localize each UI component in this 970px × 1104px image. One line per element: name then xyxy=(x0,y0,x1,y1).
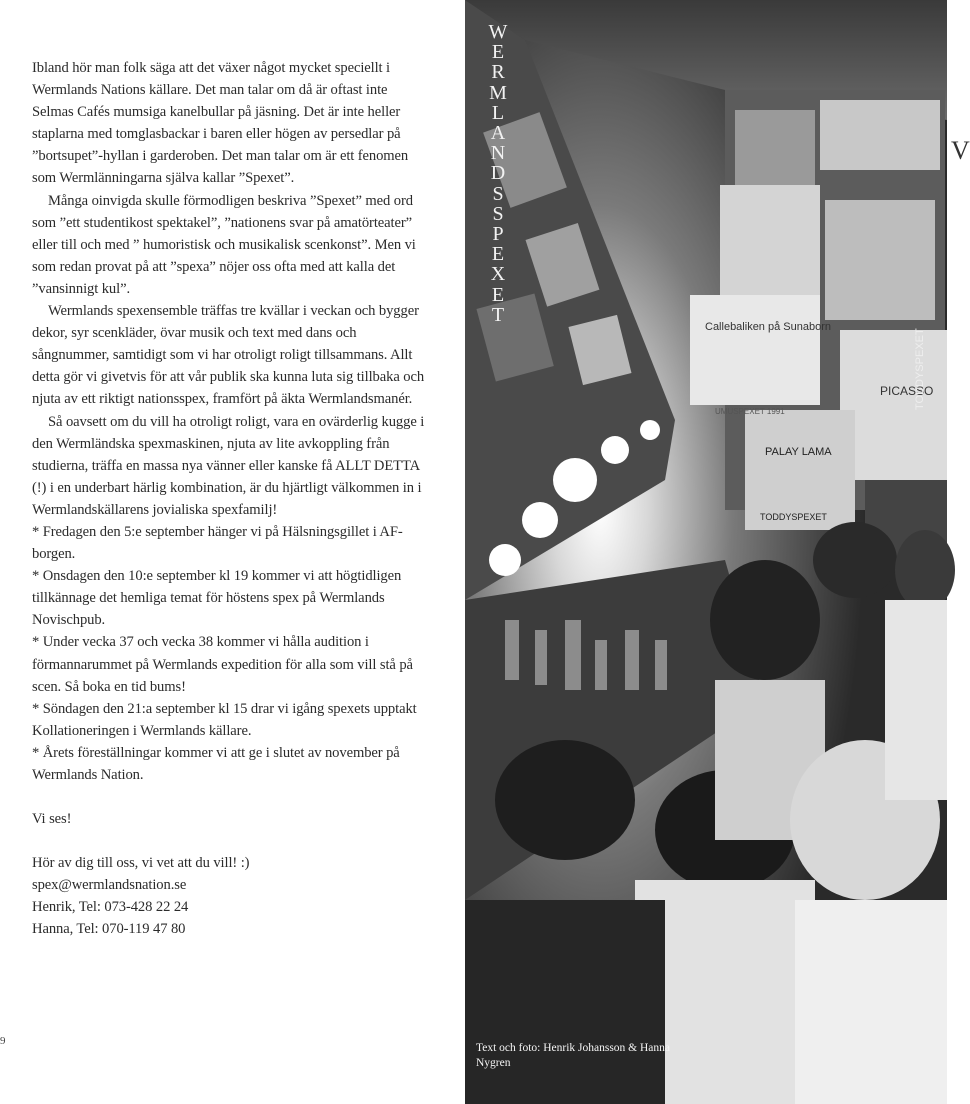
signoff: Vi ses! xyxy=(32,811,72,828)
paragraph-description: Många oinvigda skulle förmodligen beskriva ”Spexet” med ord som ”ett studentikost spektakel”, ”nationens svar på amatörteater” eller till och med ” humoristisk och musikalisk scenkonst”. Men vi som redan provat på att ”spexa” nöjer oss ofta med att kalla det ”vansinnigt kul”. xyxy=(32,192,416,297)
vertical-title-letter: R xyxy=(491,61,505,84)
contact-intro: Hör av dig till oss, vi vet att du vill! :) xyxy=(32,855,250,872)
vertical-title-letter: X xyxy=(490,263,506,286)
vertical-title-letter: E xyxy=(491,243,505,266)
vertical-title-letter: L xyxy=(491,101,505,124)
event-item: * Fredagen den 5:e september hänger vi på Hälsningsgillet i AF-borgen. xyxy=(32,523,403,563)
vertical-title-letter: S xyxy=(492,182,504,205)
event-item: * Söndagen den 21:a september kl 15 drar vi igång spexets upptakt Kollationeringen i Wermlands källare. xyxy=(32,700,417,739)
poster-title: UMUSPEXET 1991 xyxy=(715,407,785,416)
vertical-title xyxy=(482,22,514,325)
poster-title: TODDYSPEXET xyxy=(914,328,926,410)
contact-phone-hanna: Hanna, Tel: 070-119 47 80 xyxy=(32,921,186,938)
vertical-title-letter: E xyxy=(491,283,505,306)
vertical-title-letter: M xyxy=(489,81,507,104)
vertical-title-letter: T xyxy=(491,303,505,326)
vertical-title-letter: N xyxy=(490,142,506,165)
vertical-title-letter: S xyxy=(492,202,504,225)
paragraph-invitation: Så oavsett om du vill ha otroligt roligt, vara en ovärderlig kugge i den Wermländska spexmaskinen, njuta av lite avkoppling från studierna, träffa en massa nya vänner eller kanske få ALLT DETTA (!) i en underbart härlig kombination, är du hjärtligt välkommen in i Wermlandskällarens jovialiska spexfamilj! xyxy=(32,413,425,518)
vertical-title-letter: E xyxy=(491,41,505,64)
photo-credit: Text och foto: Henrik Johansson & Hanna Nygren xyxy=(476,1042,671,1069)
page-number: 9 xyxy=(0,1035,6,1047)
contact-email: spex@wermlandsnation.se xyxy=(32,877,187,894)
article-text xyxy=(32,57,432,941)
vertical-title-letter: D xyxy=(490,162,506,185)
vertical-title-letter: W xyxy=(488,21,508,43)
event-item: * Under vecka 37 och vecka 38 kommer vi hålla audition i förmannarummet på Wermlands expedition för alla som vill stå på scen. Så boka en tid bums! xyxy=(32,634,413,695)
poster-title: PICASSO xyxy=(880,384,934,398)
paragraph-ensemble: Wermlands spexensemble träffas tre kvällar i veckan och bygger dekor, syr scenkläder, övar musik och text med dans och sångnummer, samtidigt som vi har otroligt roligt tillsammans. Allt detta gör vi givetvis för att vår publik ska kunna luta sig tillbaka och njuta av ett riktigt nationsspex, framfört på äkta Wermlandsmanér. xyxy=(32,303,425,408)
vertical-title-letter: A xyxy=(490,122,506,145)
poster-title: TODDYSPEXET xyxy=(760,512,827,522)
vertical-title-letter: P xyxy=(492,223,504,246)
poster-title: PALAY LAMA xyxy=(765,446,832,458)
event-item: * Årets föreställningar kommer vi att ge i slutet av november på Wermlands Nation. xyxy=(32,744,400,783)
poster-title: Callebaliken på Sunaborn xyxy=(705,321,831,333)
paragraph-intro: Ibland hör man folk säga att det växer något mycket speciellt i Wermlands Nations källare. Det man talar om då är oftast inte Selmas Cafés mumsiga kanelbullar på jäsning. Det är inte heller staplarna med tomglasbackar i baren eller högen av persedlar på ”bortsupet”-hyllan i garderoben. Det man talar om är ett fenomen som Wermlänningarna själva kallar ”Spexet”. xyxy=(32,60,409,187)
contact-phone-henrik: Henrik, Tel: 073-428 22 24 xyxy=(32,899,189,916)
next-page-letter: V xyxy=(951,136,970,165)
event-item: * Onsdagen den 10:e september kl 19 kommer vi att högtidligen tillkännage det hemliga temat för höstens spex på Wermlands Novischpub. xyxy=(32,568,402,629)
backstage-photo xyxy=(465,0,947,1104)
